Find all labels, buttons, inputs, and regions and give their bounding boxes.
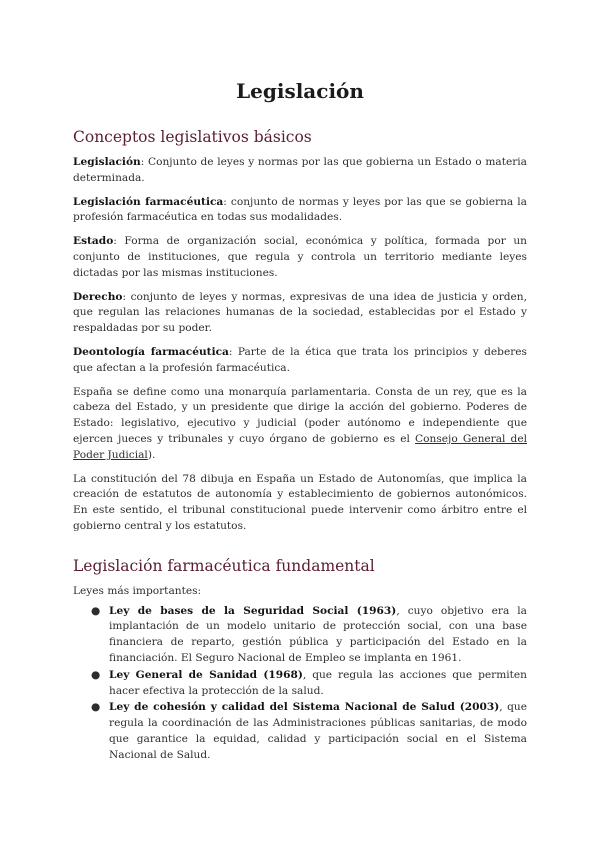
bullet-icon: ● — [91, 604, 101, 617]
definition-deontologia — [73, 345, 527, 377]
definition-text: : Forma de organización social, económica y política, formada por un conjunto de instituciones, que regula y controla un territorio mediante leyes dictadas por las mismas instituciones. — [73, 235, 527, 279]
law-text: , que regula la coordinación de las Administraciones públicas sanitarias, de modo que garantice la equidad, calidad y participación social en el Sistema Nacional de Salud. — [109, 701, 528, 761]
list-item — [91, 700, 528, 763]
paragraph-monarquia — [73, 385, 527, 464]
law-name: Ley de bases de la Seguridad Social (1963) — [109, 604, 397, 617]
definition-legislacion-farmaceutica — [73, 195, 527, 227]
section-title-legislacion-farmaceutica: Legislación farmacéutica fundamental — [73, 556, 375, 575]
definition-estado — [73, 234, 527, 281]
paragraph-text-end: ). — [147, 448, 156, 461]
definition-term: Estado — [73, 235, 114, 248]
paragraph-text: España se define como una monarquía parlamentaria. Consta de un rey, que es la cabeza del Estado, y un presidente que dirige la acción del gobierno. Poderes de Estado: legislativo, ejecutivo y judicial (poder autónomo e independiente que ejercen jueces y tribunales y cuyo órgano de gobierno es el — [73, 385, 527, 445]
definition-text: : Conjunto de leyes y normas por las que gobierna un Estado o materia determinada. — [73, 156, 527, 184]
law-name: Ley General de Sanidad (1968) — [109, 668, 303, 681]
definition-term: Deontología farmacéutica — [73, 345, 229, 358]
definition-text: : conjunto de leyes y normas, expresivas de una idea de justicia y orden, que regulan las relaciones humanas de la sociedad, establecidas por el Estado y respaldadas por su poder. — [73, 290, 527, 335]
section-title-conceptos: Conceptos legislativos básicos — [73, 128, 312, 146]
bullet-icon: ● — [91, 668, 101, 681]
definition-legislacion — [73, 155, 527, 187]
link-consejo-general[interactable]: Consejo General del Poder Judicial — [73, 432, 527, 461]
page-title: Legislación — [236, 79, 364, 103]
paragraph-constitucion: La constitución del 78 dibuja en España un Estado de Autonomías, que implica la creación de estatutos de autonomía y establecimiento de gobiernos autonómicos. En este sentido, el tribunal constitucional puede intervenir como árbitro entre el gobierno central y los estatutos. — [73, 472, 527, 532]
definition-text: : Parte de la ética que trata los principios y deberes que afectan a la profesión farmacéutica. — [73, 345, 527, 374]
law-name: Ley de cohesión y calidad del Sistema Nacional de Salud (2003) — [109, 701, 500, 714]
definition-term: Legislación farmacéutica — [73, 195, 224, 208]
definition-derecho — [73, 290, 527, 337]
law-text: , que regula las acciones que permiten hacer efectiva la protección de la salud. — [109, 668, 528, 697]
bullet-icon: ● — [91, 701, 101, 714]
list-item — [91, 668, 528, 700]
law-text: , cuyo objetivo era la implantación de un modelo unitario de protección social, con una base financiera de reparto, gestión pública y participación del Estado en la financiación. El Seguro Nacional de Empleo se implanta en 1961. — [109, 604, 527, 664]
definition-text: : conjunto de normas y leyes por las que se gobierna la profesión farmacéutica en todas sus modalidades. — [73, 195, 527, 224]
definition-term: Derecho — [73, 290, 123, 303]
definition-term: Legislación — [73, 156, 141, 168]
list-item — [91, 604, 527, 667]
laws-list — [73, 604, 527, 764]
laws-intro: Leyes más importantes: — [73, 584, 202, 597]
